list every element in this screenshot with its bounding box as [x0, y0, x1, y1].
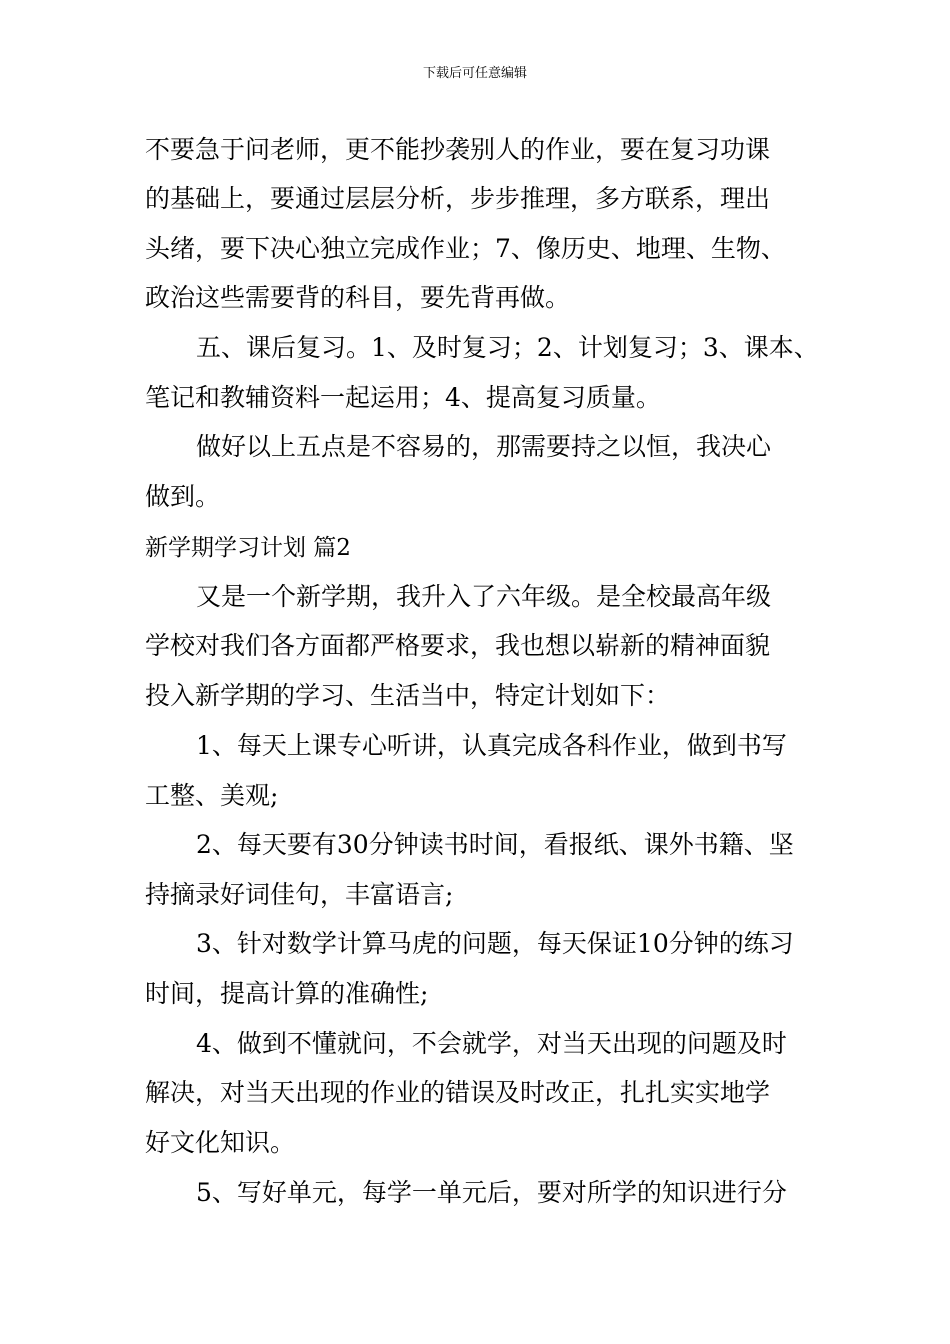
- text-line: 解决，对当天出现的作业的错误及时改正，扎扎实实地学: [145, 1078, 771, 1107]
- text-line: 五、课后复习。1、及时复习；2、计划复习；3、课本、: [196, 333, 819, 362]
- text-line: 头绪，要下决心独立完成作业；7、像历史、地理、生物、: [145, 234, 786, 263]
- text-line: 不要急于问老师，更不能抄袭别人的作业，要在复习功课: [145, 135, 771, 164]
- section-heading: 新学期学习计划 篇2: [145, 535, 351, 561]
- text-line: 时间，提高计算的准确性;: [145, 979, 429, 1008]
- text-line: 政治这些需要背的科目，要先背再做。: [145, 283, 571, 312]
- text-line: 4、做到不懂就问，不会就学，对当天出现的问题及时: [196, 1029, 787, 1058]
- text-line: 5、写好单元，每学一单元后，要对所学的知识进行分: [196, 1178, 787, 1207]
- page-header: 下载后可任意编辑: [422, 66, 527, 81]
- text-line: 做好以上五点是不容易的，那需要持之以恒，我决心: [196, 432, 772, 461]
- text-line: 3、针对数学计算马虎的问题，每天保证10分钟的练习: [196, 929, 794, 958]
- text-line: 做到。: [145, 482, 221, 511]
- text-line: 笔记和教辅资料一起运用；4、提高复习质量。: [145, 383, 661, 412]
- text-line: 又是一个新学期，我升入了六年级。是全校最高年级: [196, 582, 772, 611]
- text-line: 工整、美观;: [145, 781, 279, 810]
- text-line: 持摘录好词佳句，丰富语言;: [145, 880, 454, 909]
- text-line: 2、每天要有30分钟读书时间，看报纸、课外书籍、坚: [196, 830, 794, 859]
- text-line: 的基础上，要通过层层分析，步步推理，多方联系，理出: [145, 184, 771, 213]
- text-line: 学校对我们各方面都严格要求，我也想以崭新的精神面貌: [145, 631, 771, 660]
- text-line: 好文化知识。: [145, 1128, 296, 1157]
- text-line: 1、每天上课专心听讲，认真完成各科作业，做到书写: [196, 731, 787, 760]
- text-line: 投入新学期的学习、生活当中，特定计划如下：: [145, 681, 671, 710]
